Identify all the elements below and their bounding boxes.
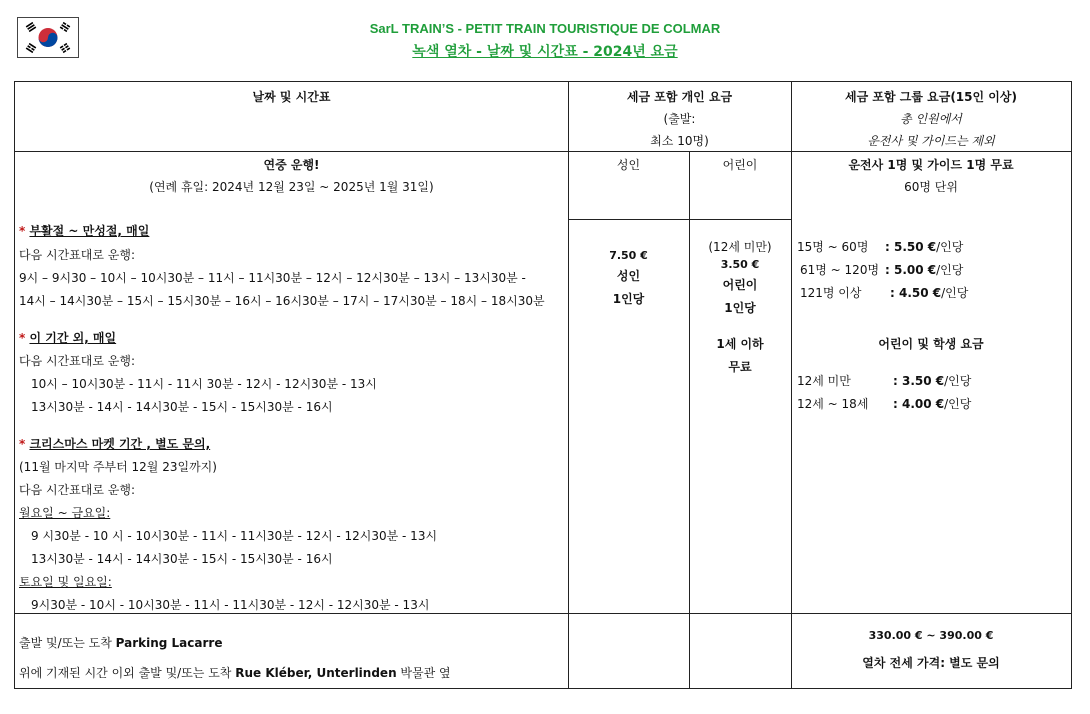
- column-header-individual: 세금 포함 개인 요금: [626, 90, 733, 104]
- row-divider: [15, 151, 1071, 152]
- group-total-note: 총 인원에서: [900, 112, 962, 126]
- child-tier-price: : 4.00 €/인당: [893, 397, 972, 411]
- timetable-line: 9시 – 9시30 – 10시 – 10시30분 – 11시 – 11시30분 – 12시 – 12시30분 – 13시 – 13시30분 -: [19, 271, 526, 285]
- timetable-line: 10시 – 10시30분 - 11시 - 11시 30분 - 12시 - 12시30분 - 13시: [31, 377, 377, 391]
- place-name: Rue Kléber, Unterlinden: [235, 666, 397, 680]
- weekdays-label: 월요일 ~ 금요일:: [19, 506, 111, 520]
- header-title: 녹색 열차 - 날짜 및 시간표 - 2024년 요금: [412, 44, 678, 60]
- section-other-period: [19, 330, 116, 346]
- adult-label: 성인: [616, 269, 641, 283]
- group-tier-price: : 5.00 €/인당: [885, 263, 964, 277]
- asterisk-marker: *: [19, 437, 26, 451]
- asterisk-marker: *: [19, 331, 26, 345]
- individual-minimum-note: 최소 10명): [650, 134, 709, 148]
- timetable-line: 13시30분 - 14시 - 14시30분 - 15시 - 15시30분 - 16시: [31, 552, 333, 566]
- section-easter: [19, 223, 149, 239]
- child-tier-price: : 3.50 €/인당: [893, 374, 972, 388]
- section-intro: 다음 시간표대로 운행:: [19, 483, 136, 497]
- whole-train-note: 열차 전세 가격: 별도 문의: [862, 656, 1000, 670]
- infant-age: 1세 이하: [716, 337, 764, 351]
- timetable-line: 9시30분 - 10시 - 10시30분 - 11시 - 11시30분 - 12시 - 12시30분 - 13시: [31, 598, 430, 612]
- section-title: 부활절 ~ 만성절, 매일: [29, 224, 150, 238]
- departure-point-1: 출발 및/또는 도착 Parking Lacarre: [19, 636, 223, 650]
- timetable-line: 13시30분 - 14시 - 14시30분 - 15시 - 15시30분 - 16시: [31, 400, 333, 414]
- child-price: 3.50 €: [720, 258, 760, 271]
- adult-unit: 1인당: [612, 292, 645, 306]
- section-title: 이 기간 외, 매일: [29, 331, 117, 345]
- group-tier-price: : 5.50 €/인당: [885, 240, 964, 254]
- child-label: 어린이: [722, 278, 758, 292]
- price-table: [14, 81, 1072, 689]
- individual-departure-note: (출발:: [663, 112, 696, 126]
- row-divider: [568, 219, 791, 220]
- group-free-note: 운전사 1명 및 가이드 1명 무료: [848, 158, 1014, 172]
- column-header-schedule: 날짜 및 시간표: [252, 90, 331, 104]
- adult-price: 7.50 €: [609, 249, 648, 262]
- closure-note: (연례 휴일: 2024년 12월 23일 ~ 2025년 1월 31일): [149, 180, 434, 194]
- column-divider: [689, 151, 690, 688]
- asterisk-marker: *: [19, 224, 26, 238]
- child-header: 어린이: [722, 158, 758, 172]
- child-unit: 1인당: [724, 301, 756, 315]
- group-tier-range: 121명 이상: [800, 286, 862, 300]
- child-age: (12세 미만): [708, 240, 772, 254]
- child-tier-range: 12세 미만: [797, 374, 851, 388]
- header-company: SarL TRAIN’S - PETIT TRAIN TOURISTIQUE DE COLMAR: [369, 21, 721, 36]
- column-header-group: 세금 포함 그룹 요금(15인 이상): [845, 90, 1017, 104]
- timetable-line: 14시 – 14시30분 – 15시 – 15시30분 – 16시 – 16시30분 – 17시 – 17시30분 – 18시 – 18시30분: [19, 294, 545, 308]
- section-title: 크리스마스 마켓 기간 , 별도 문의,: [29, 437, 211, 451]
- departure-point-2: 위에 기재된 시간 이외 출발 및/또는 도착 Rue Kléber, Unterlinden 박물관 옆: [19, 666, 451, 680]
- group-exclusion-note: 운전사 및 가이드는 제외: [867, 134, 995, 148]
- adult-header: 성인: [616, 158, 641, 172]
- section-christmas: [19, 436, 210, 452]
- group-tier-range: 15명 ~ 60명: [797, 240, 869, 254]
- weekend-label: 토요일 및 일요일:: [19, 575, 112, 589]
- child-tier-range: 12세 ~ 18세: [797, 397, 869, 411]
- section-intro: 다음 시간표대로 운행:: [19, 248, 136, 262]
- infant-price: 무료: [728, 360, 752, 374]
- group-tier-range: 61명 ~ 120명: [800, 263, 880, 277]
- timetable-line: 9 시30분 - 10 시 - 10시30분 - 11시 - 11시30분 - 12시 - 12시30분 - 13시: [31, 529, 438, 543]
- section-intro: 다음 시간표대로 운행:: [19, 354, 136, 368]
- christmas-period: (11월 마지막 주부터 12월 23일까지): [19, 460, 217, 474]
- group-tier-price: : 4.50 €/인당: [890, 286, 969, 300]
- row-divider: [15, 613, 1071, 614]
- whole-train-price-range: 330.00 € ~ 390.00 €: [868, 629, 994, 642]
- child-student-title: 어린이 및 학생 요금: [878, 337, 984, 351]
- schedule-title: 연중 운행!: [263, 158, 320, 172]
- place-name: Parking Lacarre: [115, 636, 223, 650]
- group-unit-note: 60명 단위: [904, 180, 958, 194]
